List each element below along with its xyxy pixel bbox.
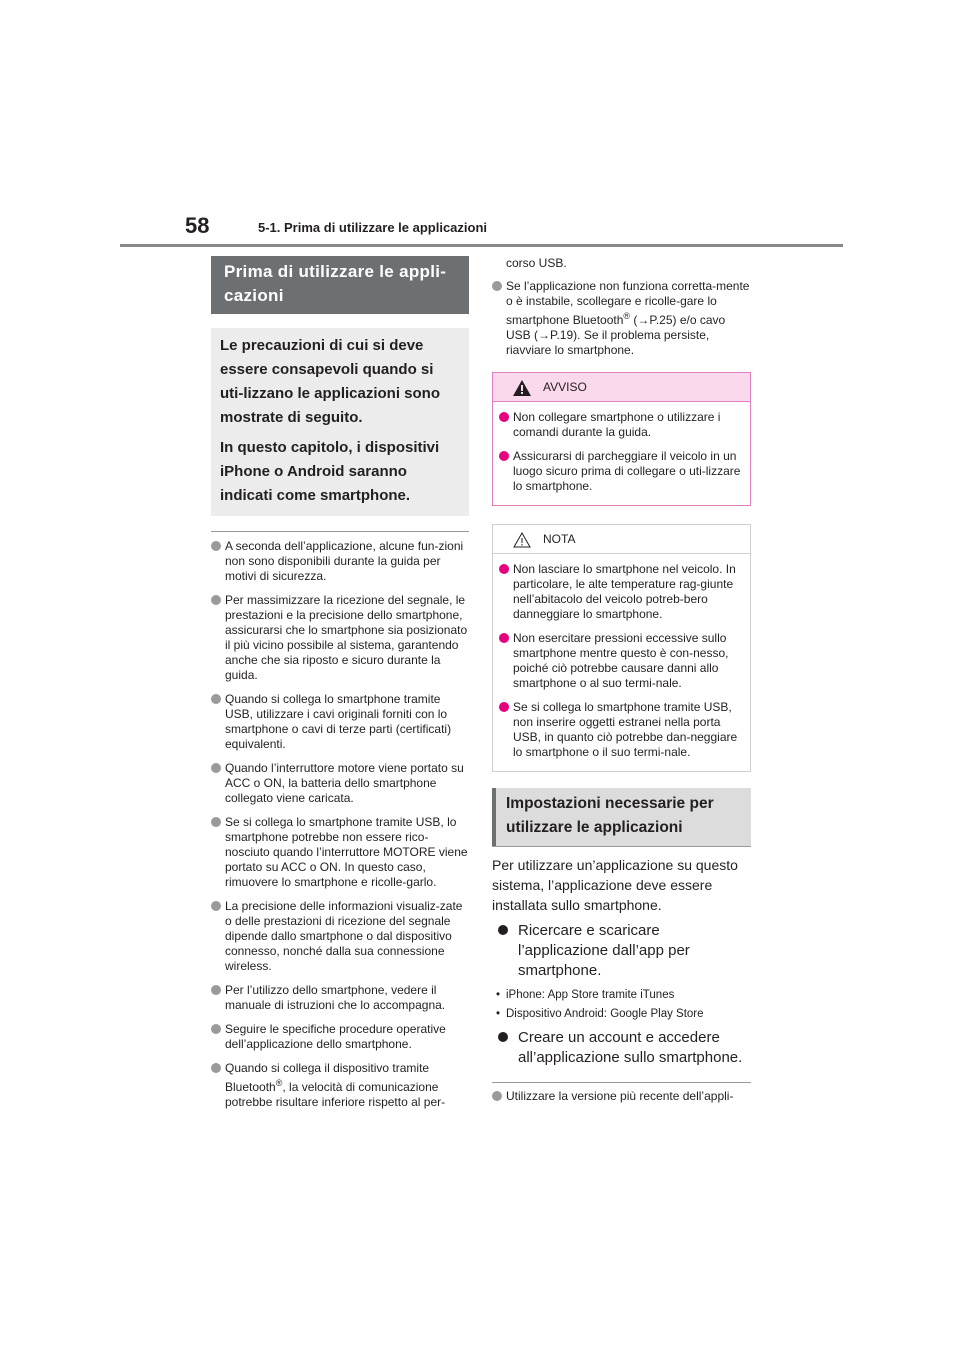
list-item — [499, 631, 742, 691]
body-text: Per utilizzare un’applicazione su questo sistema, l’applicazione deve essere installata sullo smartphone. — [492, 857, 738, 913]
right-column — [492, 256, 751, 1113]
list-item-text: A seconda dell’applicazione, alcune fun-zioni non sono disponibili durante la guida per motivi di sicurezza. — [225, 539, 464, 583]
list-item-text: Se si collega lo smartphone tramite USB, non inserire oggetti estranei nella porta USB, in quanto ciò potrebbe dan-neggiare lo smartphone o il suo termi-nale. — [513, 700, 738, 759]
warning-box — [492, 372, 751, 506]
bullet-list — [499, 410, 742, 494]
step-bullet-icon — [498, 925, 508, 935]
list-item-text: Se si collega lo smartphone tramite USB, lo smartphone potrebbe non essere rico-nosciuto quando l’interruttore MOTORE viene portato su ACC o ON. In questo caso, rimuovere lo smartphone e ricolle-garlo. — [225, 815, 468, 889]
warning-icon — [513, 380, 531, 396]
note-label: NOTA — [543, 532, 576, 546]
list-item-text: Quando si collega il dispositivo tramite Bluetooth — [225, 1061, 430, 1094]
note-body — [493, 554, 750, 771]
list-item-text: Se il problema persiste, riavviare lo smartphone. — [506, 328, 710, 357]
page-number: 58 — [185, 213, 210, 238]
section-title: Prima di utilizzare le appli-cazioni — [211, 256, 469, 314]
list-item — [211, 815, 469, 890]
bullet-icon — [211, 901, 221, 911]
warning-body — [493, 402, 750, 505]
bullet-list — [492, 1089, 751, 1104]
list-item-text: Assicurarsi di parcheggiare il veicolo in un luogo sicuro prima di collegare o uti-lizzare lo smartphone. — [513, 449, 741, 493]
step-item — [492, 921, 751, 981]
bullet-icon — [211, 694, 221, 704]
list-item — [499, 410, 742, 440]
section-heading: Impostazioni necessarie per utilizzare le applicazioni — [492, 788, 751, 846]
bullet-icon — [211, 541, 221, 551]
intro-box — [211, 328, 469, 516]
step-bullet-icon — [498, 1032, 508, 1042]
list-item-text: , la velocità di comunicazione potrebbe risultare inferiore rispetto al per- — [225, 1080, 446, 1109]
bullet-icon — [499, 451, 509, 461]
list-item — [211, 539, 469, 584]
list-item-text: Per l’utilizzo dello smartphone, vedere il manuale di istruzioni che lo accompagna. — [225, 983, 446, 1012]
list-item — [211, 1061, 469, 1110]
bullet-icon — [499, 633, 509, 643]
bullet-icon — [211, 595, 221, 605]
registered-mark: ® — [623, 311, 631, 321]
list-item — [211, 899, 469, 974]
list-item-text: Non collegare smartphone o utilizzare i comandi durante la guida. — [513, 410, 721, 439]
running-head: 5-1. Prima di utilizzare le applicazioni — [258, 220, 488, 235]
sub-list — [492, 987, 751, 1022]
note-header — [493, 525, 750, 554]
list-item — [499, 700, 742, 760]
list-item — [492, 1089, 751, 1104]
list-item — [211, 593, 469, 683]
bullet-list — [499, 562, 742, 760]
page-reference[interactable]: e/o cavo USB (→P.19). — [506, 313, 726, 342]
left-column — [211, 256, 469, 1119]
intro-paragraph: In questo capitolo, i dispositivi iPhone o Android saranno indicati come smartphone. — [220, 439, 440, 504]
list-item-text: Utilizzare la versione più recente dell’appli- — [506, 1089, 734, 1103]
continuation-text: corso USB. — [506, 256, 567, 270]
bullet-icon — [499, 412, 509, 422]
bullet-icon — [211, 985, 221, 995]
bullet-icon — [211, 763, 221, 773]
sub-list-item: • Dispositivo Android: Google Play Store — [492, 1006, 751, 1022]
sub-list-item: • iPhone: App Store tramite iTunes — [492, 987, 751, 1003]
bullet-icon — [211, 817, 221, 827]
bullet-icon — [492, 1091, 502, 1101]
bullet-icon — [492, 281, 502, 291]
bullet-icon — [211, 1024, 221, 1034]
intro-paragraph: Le precauzioni di cui si deve essere consapevoli quando si uti-lizzano le applicazioni sono mostrate di seguito. — [220, 337, 441, 426]
list-item — [211, 1022, 469, 1052]
list-item-text: La precisione delle informazioni visualiz-zate o delle prestazioni di ricezione del segnale dipende dallo smartphone o dal dispositivo connesso, nonché dalla sua connessione wireless. — [225, 899, 463, 973]
list-item — [499, 562, 742, 622]
bullet-icon — [499, 702, 509, 712]
list-item — [211, 692, 469, 752]
list-item — [499, 449, 742, 494]
warning-header — [493, 373, 750, 402]
list-item-text: Non lasciare lo smartphone nel veicolo. In particolare, le alte temperature rag-giunte nell’abitacolo del veicolo potreb-bero danneggiare lo smartphone. — [513, 562, 736, 621]
registered-mark: ® — [275, 1078, 283, 1088]
step-text: Ricercare e scaricare l’applicazione dall’app per smartphone. — [518, 922, 690, 979]
list-item-text: Se l’applicazione non funziona corretta-mente o è instabile, scollegare e ricolle-gare lo smartphone Bluetooth — [506, 279, 750, 327]
bullet-list — [211, 539, 469, 1110]
divider — [492, 1082, 751, 1083]
list-item-text: Quando si collega lo smartphone tramite USB, utilizzare i cavi originali forniti con lo smartphone o cavi di terze parti (certificati) equivalenti. — [225, 692, 452, 751]
divider — [492, 846, 751, 847]
note-box — [492, 524, 751, 772]
list-item — [492, 279, 751, 358]
step-text: Creare un account e accedere all’applicazione sullo smartphone. — [518, 1029, 743, 1066]
list-item-text: Quando l’interruttore motore viene portato su ACC o ON, la batteria dello smartphone collegato viene caricata. — [225, 761, 464, 805]
header-rule — [120, 244, 843, 247]
list-item — [211, 983, 469, 1013]
list-item — [211, 761, 469, 806]
bullet-list — [492, 279, 751, 358]
bullet-icon — [211, 1063, 221, 1073]
page-reference[interactable]: (→P.25) — [630, 313, 677, 327]
step-item — [492, 1028, 751, 1068]
list-item-text: Non esercitare pressioni eccessive sullo smartphone mentre questo è con-nesso, poiché ciò potrebbe causare danni allo smartphone o al suo termi-nale. — [513, 631, 729, 690]
list-item-text: Seguire le specifiche procedure operative dell’applicazione dello smartphone. — [225, 1022, 446, 1051]
list-item-text: Per massimizzare la ricezione del segnale, le prestazioni e la precisione dello smartphone, assicurarsi che lo smartphone sia posizionato il più vicino possibile al sistema, garantendo anche che sia riposto e sicuro durante la guida. — [225, 593, 468, 682]
caution-icon — [513, 532, 531, 548]
warning-label: AVVISO — [543, 380, 587, 394]
bullet-icon — [499, 564, 509, 574]
divider — [211, 531, 469, 532]
